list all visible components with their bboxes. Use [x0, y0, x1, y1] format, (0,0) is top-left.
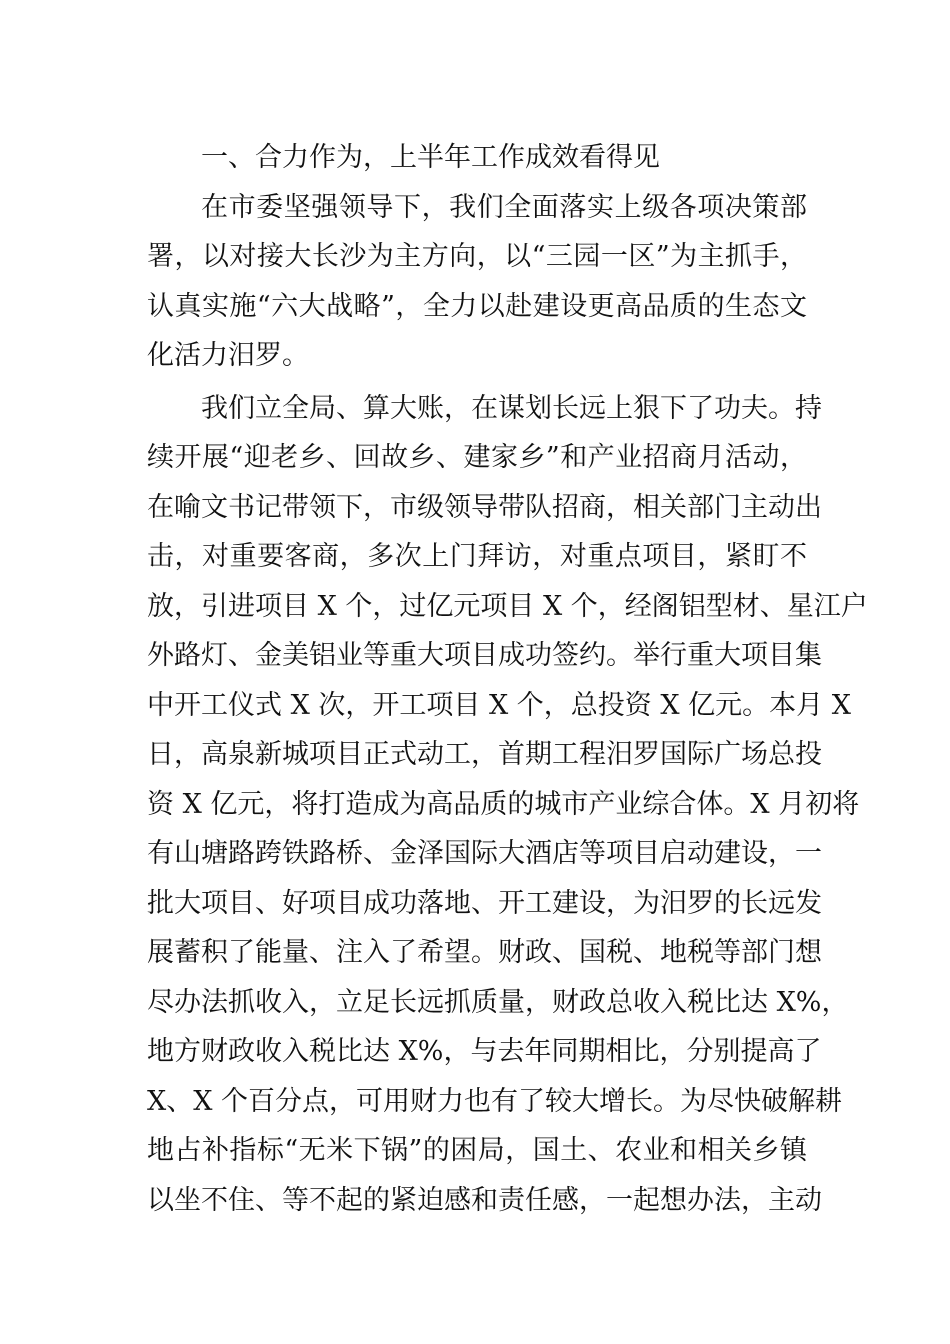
paragraph-2-line-5: 放，引进项目 X 个，过亿元项目 X 个，经阁铝型材、星江户 [147, 590, 868, 622]
section-heading: 一、合力作为，上半年工作成效看得见 [201, 142, 660, 173]
paragraph-2-line-9: 资 X 亿元，将打造成为高品质的城市产业综合体。X 月初将 [147, 788, 860, 820]
paragraph-1-line-4: 化活力汨罗。 [147, 340, 309, 371]
paragraph-2-line-13: 尽办法抓收入，立足长远抓质量，财政总收入税比达 X%， [147, 986, 849, 1018]
paragraph-1-line-2: 署，以对接大长沙为主方向，以“三园一区”为主抓手， [147, 241, 807, 272]
paragraph-1-line-3: 认真实施“六大战略”，全力以赴建设更高品质的生态文 [147, 290, 807, 322]
paragraph-2-line-16: 地占补指标“无米下锅”的困局，国土、农业和相关乡镇 [147, 1135, 807, 1166]
paragraph-2-line-3: 在喻文书记带领下，市级领导带队招商，相关部门主动出 [147, 491, 822, 523]
paragraph-2-line-15: X、X 个百分点，可用财力也有了较大增长。为尽快破解耕 [147, 1085, 843, 1117]
paragraph-2-line-10: 有山塘路跨铁路桥、金泽国际大酒店等项目启动建设，一 [147, 838, 822, 869]
paragraph-2-line-14: 地方财政收入税比达 X%，与去年同期相比，分别提高了 [147, 1036, 822, 1067]
paragraph-2-line-1: 我们立全局、算大账，在谋划长远上狠下了功夫。持 [201, 392, 822, 424]
paragraph-2-line-17: 以坐不住、等不起的紧迫感和责任感，一起想办法，主动 [147, 1184, 822, 1216]
document-body [147, 133, 868, 1225]
paragraph-2-line-8: 日，高泉新城项目正式动工，首期工程汨罗国际广场总投 [147, 739, 822, 770]
paragraph-2-line-7: 中开工仪式 X 次，开工项目 X 个，总投资 X 亿元。本月 X [147, 689, 851, 721]
paragraph-2-line-2: 续开展“迎老乡、回故乡、建家乡”和产业招商月活动， [147, 442, 807, 473]
paragraph-1-line-1: 在市委坚强领导下，我们全面落实上级各项决策部 [201, 191, 807, 223]
paragraph-2-line-11: 批大项目、好项目成功落地、开工建设，为汨罗的长远发 [147, 887, 822, 919]
paragraph-2-line-6: 外路灯、金美铝业等重大项目成功签约。举行重大项目集 [147, 640, 822, 671]
paragraph-2-line-4: 击，对重要客商，多次上门拜访，对重点项目，紧盯不 [147, 541, 807, 572]
paragraph-2-line-12: 展蓄积了能量、注入了希望。财政、国税、地税等部门想 [147, 937, 822, 968]
